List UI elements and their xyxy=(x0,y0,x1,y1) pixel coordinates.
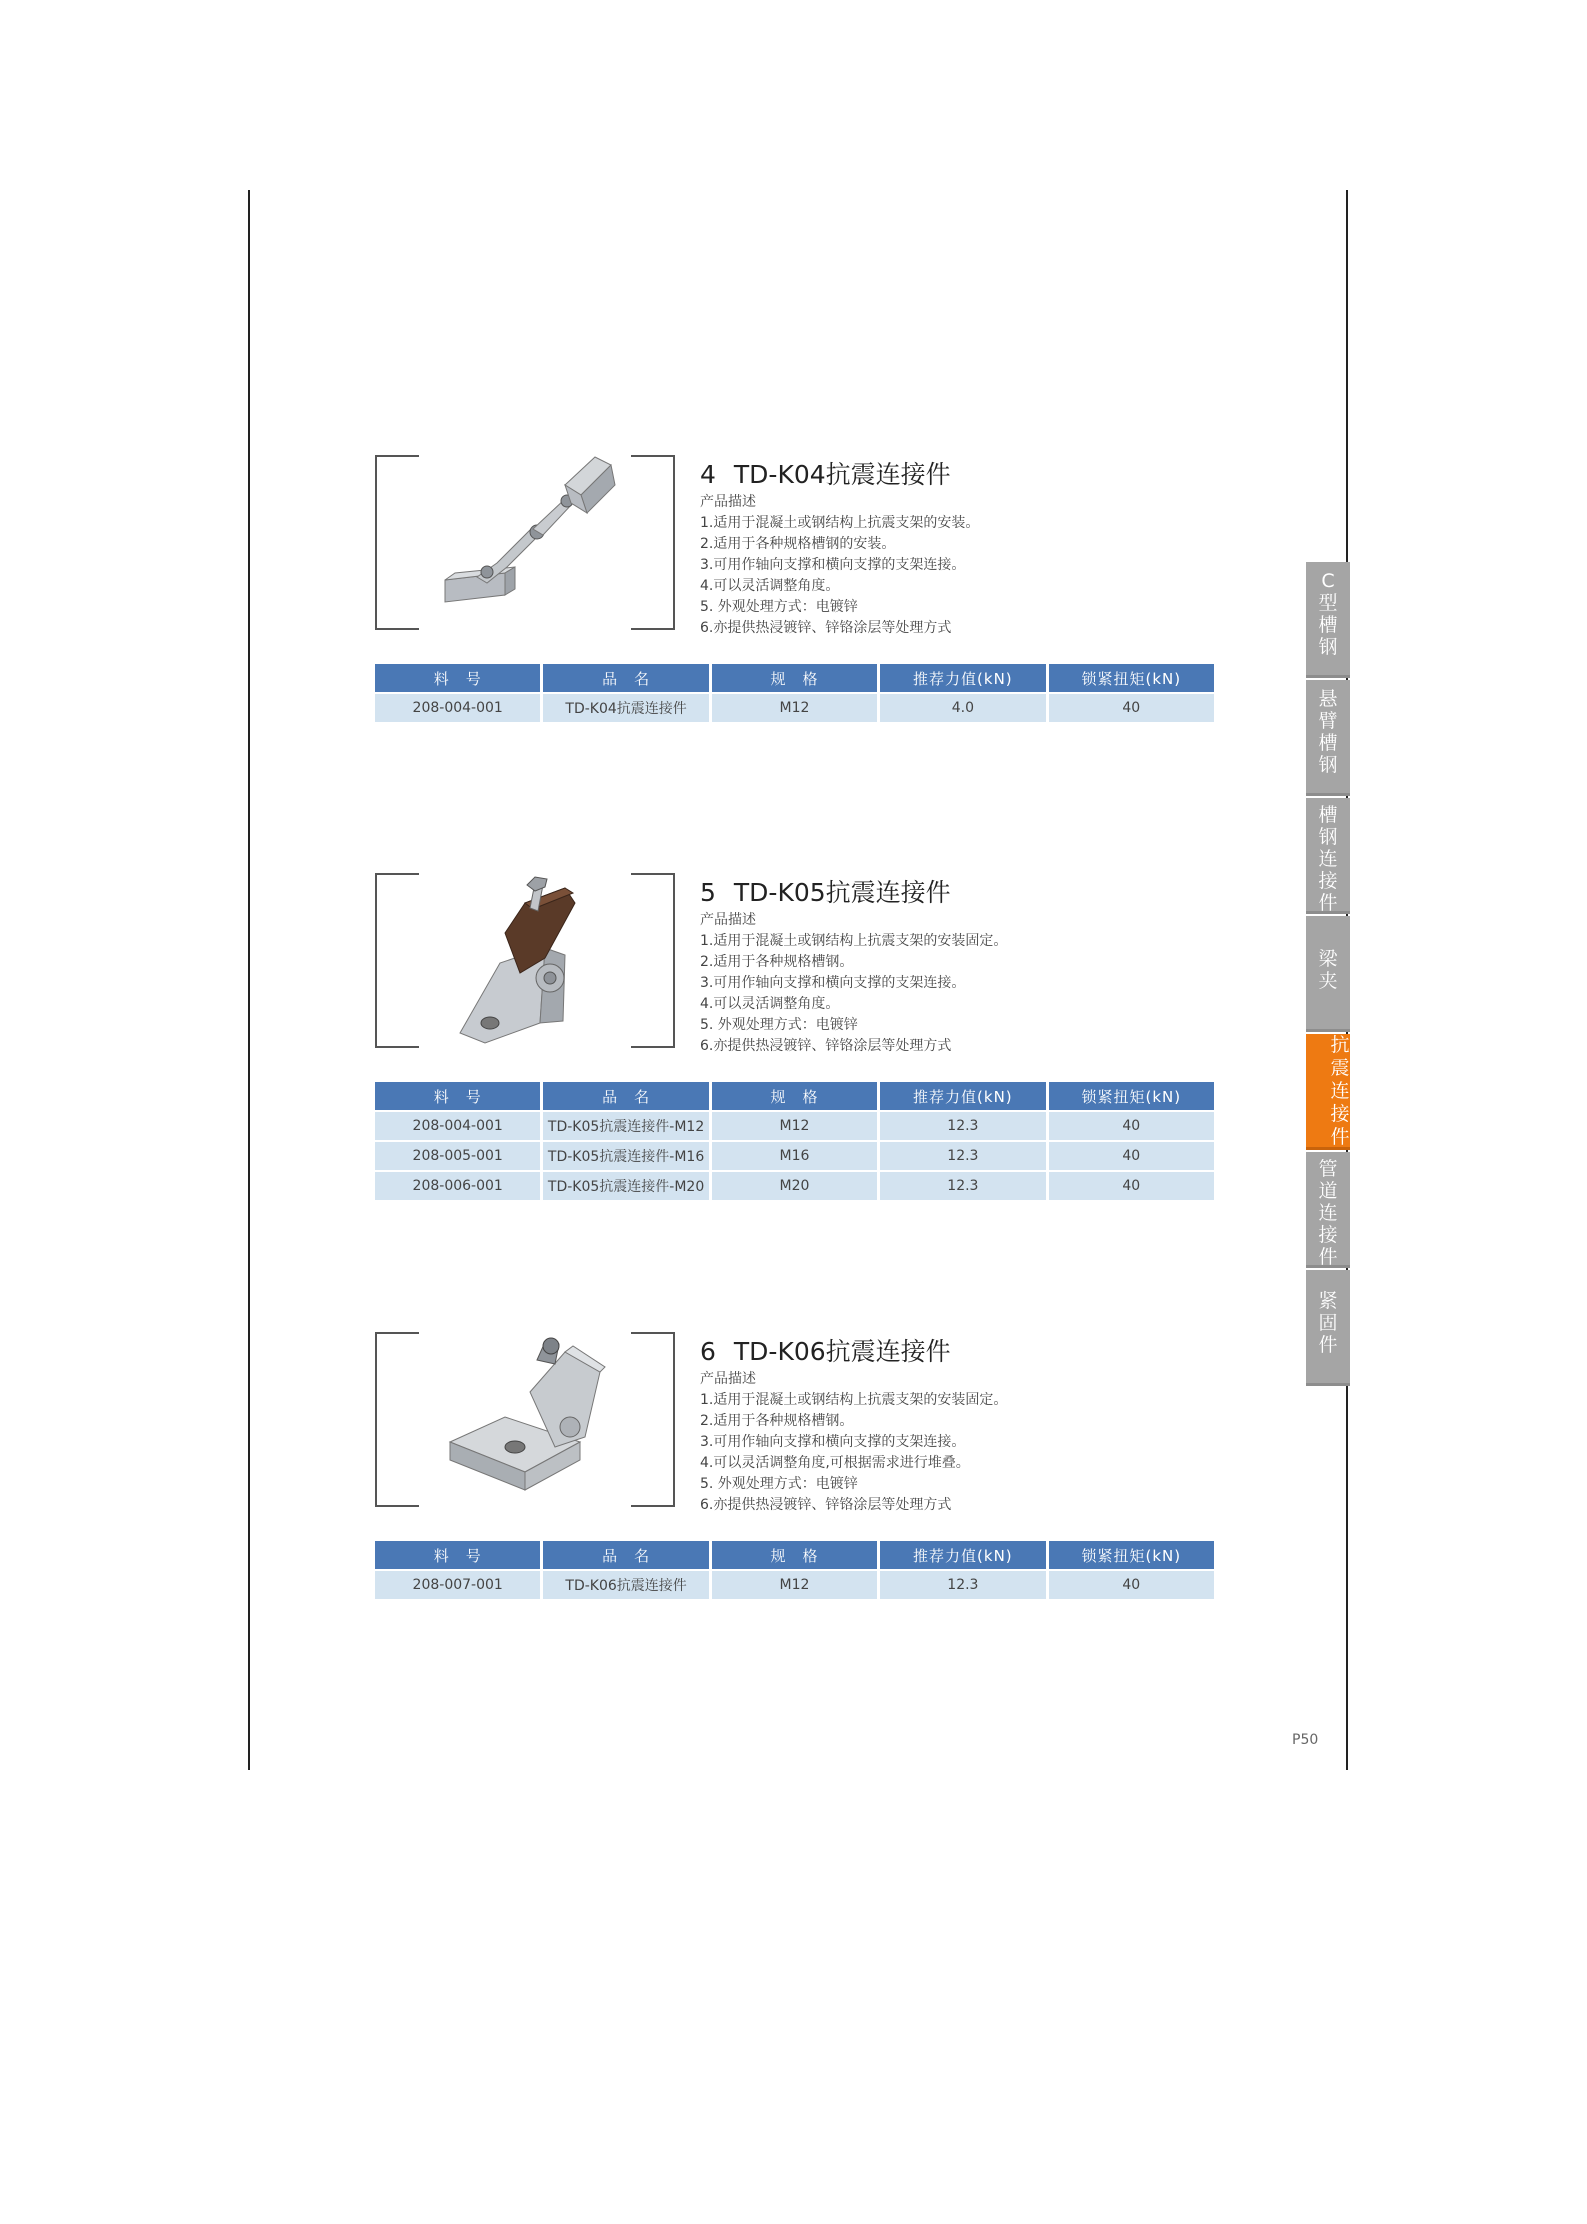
side-tab-channel-connector[interactable]: 槽 钢 连 接 件 xyxy=(1306,798,1350,914)
table-header-row: 料 号 品 名 规 格 推荐力值(kN) 锁紧扭矩(kN) xyxy=(375,1541,1214,1569)
k04-connector-illustration xyxy=(415,455,635,630)
spec-table xyxy=(372,1080,1217,1202)
table-row: 208-004-001 TD-K04抗震连接件 M12 4.0 40 xyxy=(375,694,1214,722)
k05-connector-illustration xyxy=(415,873,635,1048)
table-row: 208-005-001 TD-K05抗震连接件-M16 M16 12.3 40 xyxy=(375,1142,1214,1170)
side-tab-seismic-connector[interactable]: 抗 震 连 接 件 xyxy=(1306,1034,1350,1150)
product-description: 产品描述 1.适用于混凝土或钢结构上抗震支架的安装固定。 2.适用于各种规格槽钢。 3.可用作轴向支撑和横向支撑的支架连接。 4.可以灵活调整角度,可根据需求进行堆叠。 5. 外观处理方式：电镀锌 6.亦提供热浸镀锌、锌铬涂层等处理方式 xyxy=(700,1371,1008,1513)
page-number: P50 xyxy=(1292,1732,1319,1748)
side-tab-c-channel[interactable]: C 型 槽 钢 xyxy=(1306,562,1350,678)
spec-table xyxy=(372,1539,1217,1601)
spec-table xyxy=(372,662,1217,724)
table-row: 208-007-001 TD-K06抗震连接件 M12 12.3 40 xyxy=(375,1571,1214,1599)
left-border-line xyxy=(248,190,250,1770)
product-image-frame xyxy=(375,1332,675,1507)
side-tab-beam-clamp[interactable]: 梁 夹 xyxy=(1306,916,1350,1032)
product-title: 4 TD-K04抗震连接件 xyxy=(700,460,951,489)
product-image-frame xyxy=(375,455,675,630)
product-title: 5 TD-K05抗震连接件 xyxy=(700,878,951,907)
table-header-row: 料 号 品 名 规 格 推荐力值(kN) 锁紧扭矩(kN) xyxy=(375,664,1214,692)
product-image-frame xyxy=(375,873,675,1048)
product-description: 产品描述 1.适用于混凝土或钢结构上抗震支架的安装。 2.适用于各种规格槽钢的安装。 3.可用作轴向支撑和横向支撑的支架连接。 4.可以灵活调整角度。 5. 外观处理方式：电镀锌 6.亦提供热浸镀锌、锌铬涂层等处理方式 xyxy=(700,494,980,636)
k06-connector-illustration xyxy=(415,1332,635,1507)
table-row: 208-004-001 TD-K05抗震连接件-M12 M12 12.3 40 xyxy=(375,1112,1214,1140)
side-tab-pipe-connector[interactable]: 管 道 连 接 件 xyxy=(1306,1152,1350,1268)
table-header-row: 料 号 品 名 规 格 推荐力值(kN) 锁紧扭矩(kN) xyxy=(375,1082,1214,1110)
product-title: 6 TD-K06抗震连接件 xyxy=(700,1337,951,1366)
side-tab-cantilever-channel[interactable]: 悬 臂 槽 钢 xyxy=(1306,680,1350,796)
side-tab-fasteners[interactable]: 紧 固 件 xyxy=(1306,1270,1350,1386)
table-row: 208-006-001 TD-K05抗震连接件-M20 M20 12.3 40 xyxy=(375,1172,1214,1200)
product-description: 产品描述 1.适用于混凝土或钢结构上抗震支架的安装固定。 2.适用于各种规格槽钢。 3.可用作轴向支撑和横向支撑的支架连接。 4.可以灵活调整角度。 5. 外观处理方式：电镀锌 6.亦提供热浸镀锌、锌铬涂层等处理方式 xyxy=(700,912,1008,1054)
